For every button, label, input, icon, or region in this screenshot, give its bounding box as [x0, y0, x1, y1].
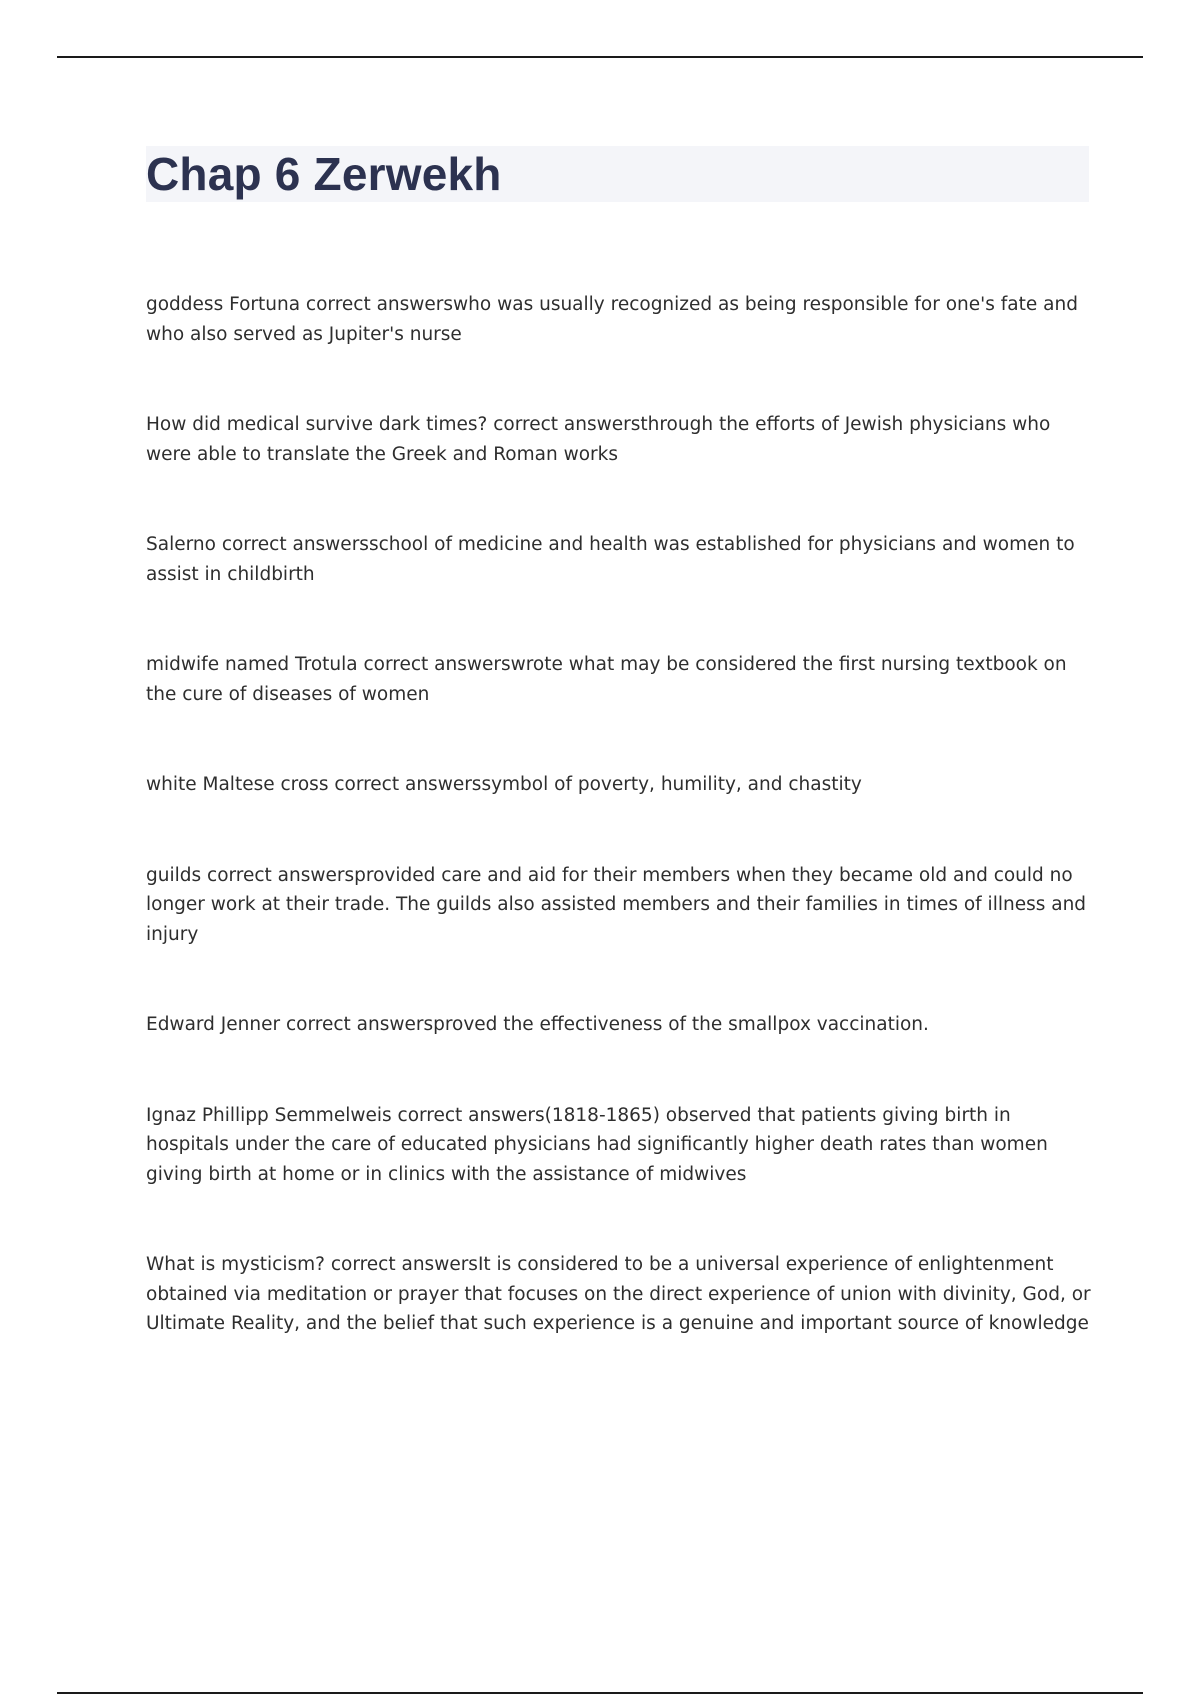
top-rule [57, 56, 1143, 58]
entry-term: What is mysticism? [146, 1254, 325, 1275]
entry-answer: (1818-1865) observed that patients giving birth in hospitals under the care of educated physicians had significantly higher death rates than women giving birth at home or in clinics with the assistance of midwives [146, 1104, 1048, 1185]
title-banner [146, 146, 1089, 202]
entry-answer: school of medicine and health was established for physicians and women to assist in childbirth [146, 534, 1075, 585]
entry-term: goddess Fortuna [146, 294, 301, 315]
entry-separator: correct answers [300, 294, 454, 315]
flashcard-entry-guilds [146, 861, 1094, 950]
flashcard-entry-trotula [146, 650, 1094, 709]
entry-term: Salerno [146, 534, 216, 555]
flashcard-entry-salerno [146, 530, 1094, 589]
entry-answer: proved the effectiveness of the smallpox vaccination. [433, 1014, 929, 1035]
entry-separator: correct answers [215, 534, 369, 555]
flashcard-list [146, 290, 1094, 1400]
entry-separator: correct answers [391, 1104, 545, 1126]
entry-term: How did medical survive dark times? [146, 414, 488, 435]
flashcard-entry-fortuna [146, 290, 1094, 349]
entry-term: Edward Jenner [146, 1014, 281, 1035]
entry-separator: correct answers [280, 1014, 434, 1035]
entry-answer: It is considered to be a universal experience of enlightenment obtained via meditation or prayer that focuses on the direct experience of union with divinity, God, or Ultimate Reality, and the belief that such experience is a genuine and important source of knowledge [146, 1254, 1091, 1334]
entry-separator: correct answers [328, 774, 482, 795]
entry-separator: correct answers [201, 864, 355, 886]
entry-term: white Maltese cross [146, 774, 329, 795]
bottom-rule [57, 1692, 1143, 1694]
flashcard-entry-maltese-cross [146, 770, 1094, 800]
flashcard-entry-semmelweis [146, 1101, 1094, 1190]
entry-answer: wrote what may be considered the first nursing textbook on the cure of diseases of women [146, 654, 1067, 705]
entry-term: midwife named Trotula [146, 654, 358, 675]
entry-answer: provided care and aid for their members when they became old and could no longer work at their trade. The guilds also assisted members and their families in times of illness and injury [146, 864, 1087, 945]
entry-term: Ignaz Phillipp Semmelweis [146, 1104, 392, 1126]
entry-term: guilds [146, 864, 202, 886]
entry-separator: correct answers [324, 1254, 478, 1275]
entry-separator: correct answers [487, 414, 641, 435]
flashcard-entry-jenner [146, 1010, 1094, 1040]
flashcard-entry-dark-times [146, 410, 1094, 469]
entry-separator: correct answers [357, 654, 511, 675]
page-title: Chap 6 Zerwekh [146, 148, 502, 200]
entry-answer: symbol of poverty, humility, and chastity [481, 774, 862, 795]
flashcard-entry-mysticism [146, 1250, 1094, 1339]
entry-answer: through the efforts of Jewish physicians who were able to translate the Greek and Roman works [146, 414, 1051, 465]
entry-answer: who was usually recognized as being responsible for one's fate and who also served as Jupiter's nurse [146, 294, 1078, 345]
